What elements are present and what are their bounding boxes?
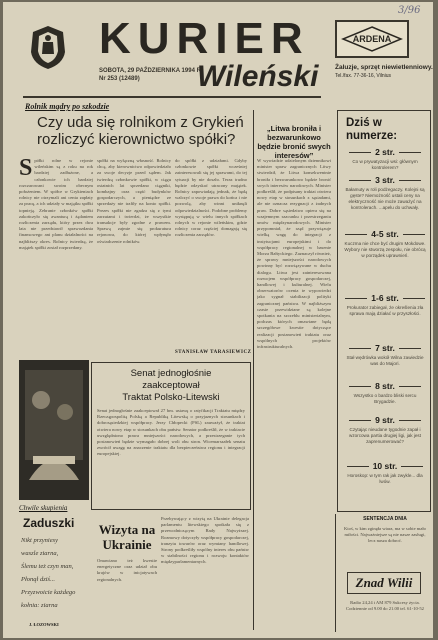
contents-item-desc: Co w prywatyzacji wsi: głównym kontrolerem? <box>352 159 418 170</box>
senate-body: Senat jednogłośnie zaakceptował 27 bm. ustawę o ratyfikacji Traktatu między Rzecząpospolitą Polską a Republiką Litewską o przyjaznych stosunkach i dobrosąsiedzkiej współpracy. Jerzy Chłopecki (PSL) zauważył, że traktat otwiera nowy etap w stosunkach obu państw. Senator podkreślił, że w traktacie uwzględniono prawa mniejszości narodowych, a przestrzeganie tych postanowień będzie wymagało dobrej woli obu stron. Wicemarszałek senatu zwrócił uwagę na znaczenie traktatu dla bezpieczeństwa regionu i integracji europejskiej. <box>97 408 245 457</box>
lead-byline: STANISŁAW TARASIEWICZ <box>175 350 252 355</box>
poem-line: Ślemu też czyn man, <box>21 563 74 570</box>
senate-headline-1: Senat jednogłośnie <box>130 368 212 379</box>
column-rule <box>335 514 336 632</box>
contents-page-label: 1-6 str. <box>338 293 432 303</box>
senate-headline <box>91 368 251 404</box>
lead-column-1 <box>19 158 93 358</box>
news-photo <box>19 360 89 500</box>
lead-headline: Czy uda się rolnikom z Grykień rozliczyć kierownictwo spółki? <box>37 114 244 148</box>
poem-signature: J. ŁOZOWSKI <box>29 622 59 627</box>
contents-item-desc: Stał wędrówka wokół Wilna zawiedzie was do Majori. <box>346 355 424 366</box>
wizyta-body: Przebywający z wizytą na Ukrainie delegacja parlamentu litewskiego spotkała się z przewodniczącym Rady Najwyższej. Rozmowy dotyczyły współpracy gospodarczej, tranzytu towarów oraz wymiany handlowej. Strony podkreśliły wspólny interes obu państw w stabilności regionu i rozwoju kontaktów międzyparlamentarnych. <box>161 516 249 565</box>
contents-page-label: 4-5 str. <box>338 229 432 239</box>
wizyta-body-left: Omawiano też kwestie energetyczne oraz udział obu krajów w inicjatywach regionalnych. <box>97 558 157 582</box>
photo-image <box>19 360 89 500</box>
sentence-text: Ktoś, w kim zginęła wiara, ma w sobie mało miłości. Najważniejsze są nie nasze zasługi, lecz nasza dobroć. <box>344 526 426 543</box>
advert-brand: ARDENA <box>352 34 392 44</box>
advert-description: Żaluzje, sprzęt niewietlenniowy. <box>335 64 433 71</box>
contents-item-desc: Bałamuty w roli podżegaczy. Kolejni są gęste? Niemożność ustali ceny na elektryczność nie może zaważyć na kontrolerach. ...apelu do uchwały. <box>345 187 425 210</box>
contents-item-desc: Horoskop: w tym rak jak zwykle... dla lwów. <box>347 473 423 484</box>
contents-item-desc: Kuczma nie chce być drugim Mokdowe. Wybory nie stworzą zespołu, nie obrócą w porządek uprawnień. <box>344 241 426 258</box>
crest-icon <box>23 22 73 72</box>
drop-cap: S <box>19 158 33 181</box>
contents-item-desc: Prokurator zabiegał, że określenia zła sprawa mają działać w przyszłości. <box>346 305 424 316</box>
poem-title: Zaduszki <box>23 516 75 530</box>
advert-box <box>335 20 409 58</box>
contents-title: Dziś w numerze: <box>346 117 398 142</box>
photo-caption: Chwile skupienia <box>19 504 68 512</box>
advert-text <box>335 64 433 80</box>
contents-box <box>337 110 431 512</box>
issue-number: Nr 253 (12489) <box>99 76 140 82</box>
contents-page-label: 7 str. <box>338 343 432 353</box>
sentence-title: SENTENCJA DNIA <box>363 516 407 522</box>
senate-headline-3: Traktat Polsko-Litewski <box>122 392 220 403</box>
contents-page-label: 10 str. <box>338 461 432 471</box>
column-rule <box>253 110 254 630</box>
lead-kicker: Rolnik mądry po szkodzie <box>25 102 110 111</box>
right-article-headline: „Litwa broniła i bezwarunkowo będzie bronić swych interesów” <box>257 124 331 160</box>
wizyta-headline: Wizyta na Ukrainie <box>98 522 156 552</box>
lead-column-3: do spółki z udziałami. Gdyby członkowie spółki wcześniej zainteresowali się jej sprawami, do tej sytuacji by nie doszło. Teraz trudno będzie odzyskać utracony majątek. Rolnicy zapowiadają jednak, że będą walczyć o swoje prawa do końca i nie pozwolą, aby winni uniknęli odpowiedzialności. Podobne problemy występują w wielu innych spółkach rolnych w rejonie wileńskim, gdzie rolnicy coraz częściej domagają się rozliczenia zarządów. <box>175 158 247 238</box>
poem-line: Przyzwoicie każdego <box>21 589 76 596</box>
lead-column-1-text: półki rolne w rejonie wileńskim są z roku na rok bardziej zadłużone, a członkowie ich bardziej rozczarowani swoim obecnym położeniem. W spółce w Grykieniach rolnicy nie otrzymali ani centa zapłaty za pracę, a ich udziały w majątku spółki topnieją. Zebranie członków spółki zakończyło się awanturą i żądaniem rozliczenia zarządu, który przez dwa lata nie przedstawił sprawozdania finansowego ani planu działalności na najbliższy okres. Rolnicy twierdzą, że majątek spółki został rozprzedany. <box>19 158 93 250</box>
poem-line: Nikt przyniesy <box>21 537 59 544</box>
right-article-body: W wywiadzie udzielonym dziennikowi minister spraw zagranicznych Litwy stwierdził, że Litwa konsekwentnie broniła i bezwarunkowo będzie bronić swych interesów narodowych. Minister podkreślił, że podpisany traktat otwiera nowy etap w stosunkach z sąsiadami, ale nie oznacza rezygnacji z żadnych praw. Dobre sąsiedztwo opiera się na wzajemnym szacunku i przestrzeganiu umów międzynarodowych. Minister przypomniał, że rząd przywiązuje wielką wagę do integracji z instytucjami europejskimi i do współpracy regionalnej w basenie Morza Bałtyckiego. Zaznaczył również, że sprawy mniejszości narodowych powinny być rozwiązywane w duchu dialogu. Litwa jest zainteresowana rozwojem współpracy gospodarczej, handlowej i kulturalnej. Wielu obserwatorów ocenia te wypowiedzi jako sygnał stabilizacji polityki zagranicznej państwa. W najbliższym czasie przewidziane są kolejne spotkania na szczeblu ministerialnym, podczas których omawiane będą szczegółowe kwestie dotyczące realizacji postanowień traktatu oraz wspólnych projektów infrastrukturalnych. <box>257 158 331 350</box>
ardena-logo <box>341 26 403 52</box>
advert-phone: Tel./fax. 77-36-16, Vilnius <box>335 73 392 79</box>
handwritten-note: 3/96 <box>398 5 421 16</box>
lead-column-2: spółki na wyłączną własność. Rolnicy chcą, aby kierownictwo odpowiedziało za swoje decyzje przed sądem. Jak twierdzą członkowie spółki, w ciągu ostatnich lat sprzedano ciągniki, kombajny oraz część budynków gospodarczych, a pieniądze ze sprzedaży nie trafiły na konto spółki. Prezes spółki nie zgadza się z tymi zarzutami i twierdzi, że wszystkie transakcje były zgodne z prawem. Sprawą zajmie się prokuratura rejonowa, do której wpłynęło oświadczenie rolników. <box>97 158 171 244</box>
masthead-title: KURIER <box>99 14 310 63</box>
issue-date: SOBOTA, 29 PAŹDZIERNIKA 1994 R. <box>99 68 203 74</box>
masthead-subtitle: Wileński <box>197 60 319 93</box>
poem-body <box>21 534 87 612</box>
contents-item-desc: Czytając nieudane tygodnie zapał i wzorcowa partia drugiej ligi, jak jest zaprenumerować? <box>349 427 421 444</box>
radio-logo: Znad Wilii <box>347 572 421 594</box>
contents-item-desc: Wszystko o bardzo bliski sercu Brygadzie. <box>353 393 417 404</box>
contents-page-label: 3 str. <box>338 175 432 185</box>
contents-page-label: 9 str. <box>338 415 432 425</box>
masthead-rule <box>23 96 321 98</box>
poem-line: waszle ziarna, <box>21 550 59 557</box>
poem-line: Płonął dziś... <box>21 576 55 583</box>
senate-headline-2: zaakceptował <box>142 380 200 391</box>
contents-page-label: 8 str. <box>338 381 432 391</box>
newspaper-page <box>3 2 433 638</box>
poem-line: kołnia: ziarna <box>21 602 58 609</box>
radio-info: Radio 24,24 i AM 879 Sukcesy życia. Codziennie od 9.00 do 21.00 tel. 61-10-52 <box>346 600 424 611</box>
contents-page-label: 2 str. <box>338 147 432 157</box>
